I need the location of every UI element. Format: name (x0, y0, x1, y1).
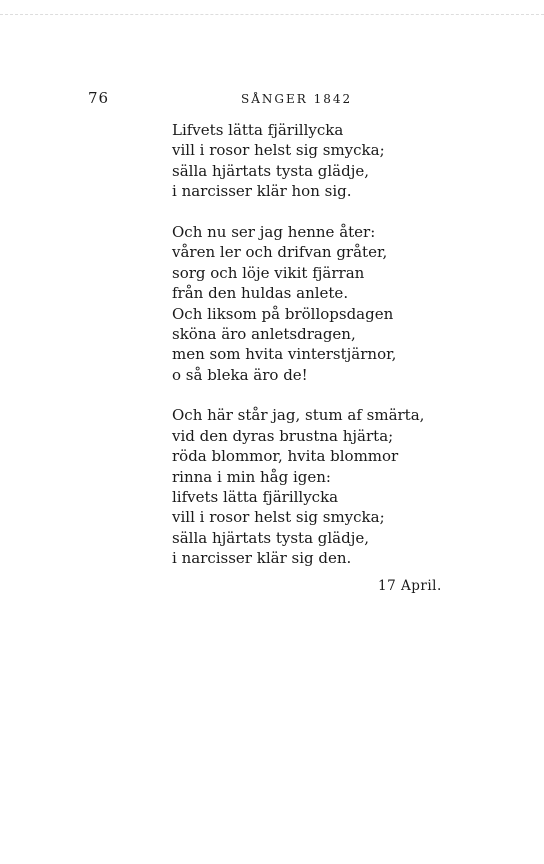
poem-line: lifvets lätta fjärillycka (172, 488, 339, 507)
poem-line: vid den dyras brustna hjärta; (172, 426, 394, 445)
poem-line: sköna äro anletsdragen, (172, 324, 356, 343)
poem-line: Och liksom på bröllopsdagen (172, 304, 394, 323)
poem-line: sorg och löje vikit fjärran (172, 263, 365, 282)
poem-line: röda blommor, hvita blommor (172, 447, 399, 466)
poem-line: Och nu ser jag henne åter: (172, 222, 376, 241)
poem-line: vill i rosor helst sig smycka; (172, 141, 385, 160)
running-title: SÅNGER 1842 (241, 92, 353, 106)
poem-body (172, 120, 424, 569)
stanza-2 (172, 222, 424, 385)
poem-line: i narcisser klär hon sig. (172, 182, 352, 201)
poem-line: sälla hjärtats tysta glädje, (172, 161, 370, 180)
poem-line: sälla hjärtats tysta glädje, (172, 528, 370, 547)
poem-line: våren ler och drifvan gråter, (172, 243, 388, 262)
poem-line: i narcisser klär sig den. (172, 549, 352, 568)
poem-line: från den huldas anlete. (172, 284, 349, 303)
poem-line: men som hvita vinterstjärnor, (172, 345, 397, 364)
page-number: 76 (88, 89, 110, 107)
poem-line: Lifvets lätta fjärillycka (172, 121, 344, 139)
stanza-1 (172, 120, 424, 202)
date-signature: 17 April. (378, 578, 442, 594)
top-edge-rule (0, 14, 544, 15)
poem-line: vill i rosor helst sig smycka; (172, 508, 385, 527)
stanza-3 (172, 405, 424, 568)
poem-line: rinna i min håg igen: (172, 467, 331, 486)
poem-line: Och här står jag, stum af smärta, (172, 406, 425, 425)
poem-line: o så bleka äro de! (172, 365, 308, 384)
